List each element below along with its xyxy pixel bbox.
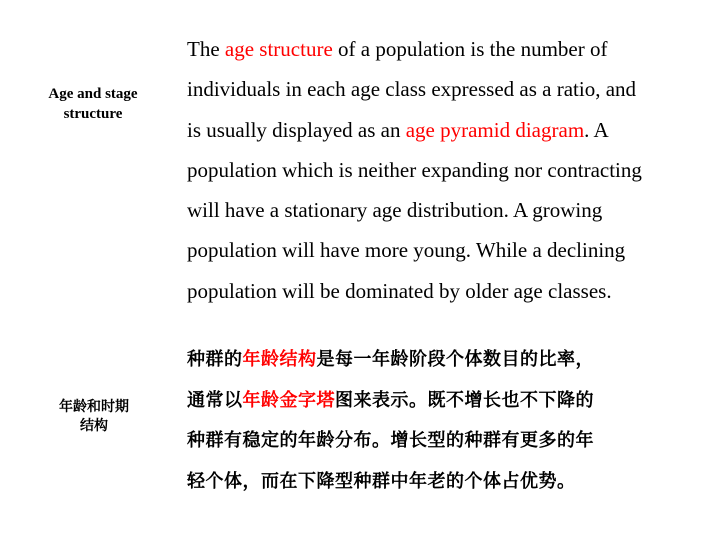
highlight-term-age-pyramid-diagram: age pyramid diagram	[405, 117, 585, 142]
highlight-term-nianling-jiegou: 年龄结构	[242, 349, 317, 370]
chinese-paragraph	[187, 340, 712, 502]
chinese-line	[187, 421, 712, 462]
text-run: 轻个体，而在下降型种群中年老的个体占优势。	[187, 470, 576, 492]
text-run: 种群有稳定的年龄分布。增长型的种群有更多的年	[187, 430, 594, 451]
side-label-chinese-line2: 结构	[80, 417, 108, 434]
side-label-english-line2: structure	[63, 106, 123, 123]
chinese-line	[187, 340, 712, 381]
chinese-line	[187, 462, 712, 503]
highlight-term-age-structure: age structure	[224, 37, 333, 61]
side-label-chinese	[24, 398, 164, 436]
text-run: will have a stationary age distribution. A growing	[187, 198, 603, 223]
text-run: population will be dominated by older age classes.	[187, 278, 612, 303]
text-run: population which is neither expanding nor contracting	[187, 157, 642, 182]
text-run: is usually displayed as an	[187, 117, 406, 142]
english-line	[187, 69, 712, 109]
highlight-term-nianling-jinzita: 年龄金字塔	[242, 389, 335, 411]
text-run: 种群的	[187, 349, 243, 370]
text-run: individuals in each age class expressed as a ratio, and	[187, 77, 637, 102]
english-line	[187, 29, 712, 69]
side-label-english	[28, 84, 158, 125]
text-run: . A	[584, 117, 609, 142]
side-label-chinese-line1: 年龄和时期	[59, 399, 129, 415]
english-line	[187, 230, 712, 270]
english-paragraph	[187, 29, 712, 311]
text-run: population will have more young. While a declining	[187, 238, 626, 263]
text-run: 是每一年龄阶段个体数目的比率，	[316, 349, 594, 370]
text-run: of a population is the number of	[332, 37, 608, 61]
side-label-english-line1: Age and stage	[48, 86, 138, 102]
text-run: The	[187, 37, 225, 61]
text-run: 通常以	[187, 389, 243, 411]
english-line	[187, 190, 712, 230]
english-line	[187, 150, 712, 190]
text-run: 图来表示。既不增长也不下降的	[335, 389, 594, 411]
english-line	[187, 110, 712, 150]
english-line	[187, 271, 712, 311]
chinese-line	[187, 381, 712, 422]
